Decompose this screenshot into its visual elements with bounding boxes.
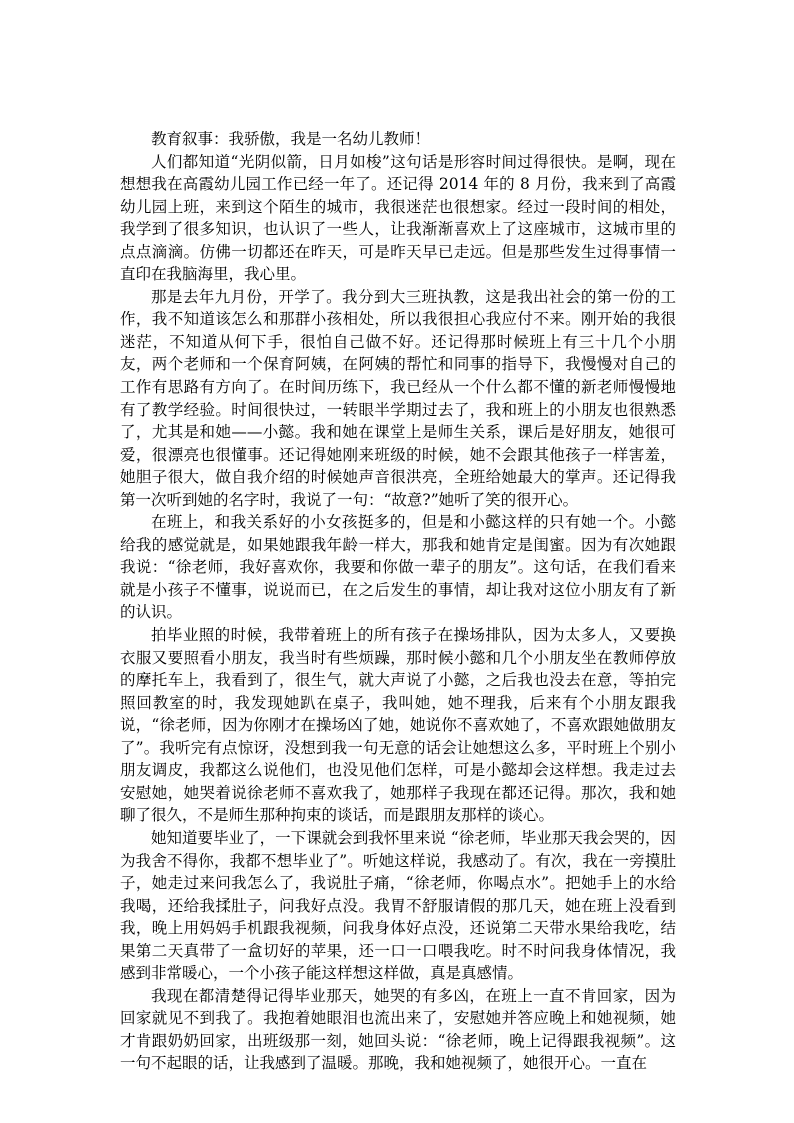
document-body	[120, 128, 676, 1075]
paragraph-1: 人们都知道“光阴似箭，日月如梭”这句话是形容时间过得很快。是啊，现在想想我在高霞幼儿园工作已经一年了。还记得 2014 年的 8 月份，我来到了高霞幼儿园上班，来到这个陌生的城市，我很迷茫也很想家。经过一段时间的相处，我学到了很多知识，也认识了一些人，让我渐渐喜欢上了这座城市，这城市里的点点滴滴。仿佛一切都还在昨天，可是昨天早已走远。但是那些发生过得事情一直印在我脑海里，我心里。	[120, 152, 676, 284]
paragraph-5: 她知道要毕业了，一下课就会到我怀里来说 “徐老师，毕业那天我会哭的，因为我舍不得你，我都不想毕业了”。听她这样说，我感动了。有次，我在一旁摸肚子，她走过来问我怎么了，我说肚子痛，“徐老师，你喝点水”。把她手上的水给我喝，还给我揉肚子，问我好点没。我胃不舒服请假的那几天，她在班上没看到我，晚上用妈妈手机跟我视频，问我身体好点没，还说第二天带水果给我吃，结果第二天真带了一盒切好的苹果，还一口一口喂我吃。时不时问我身体情况，我感到非常暖心，一个小孩子能这样想这样做，真是真感情。	[120, 828, 676, 983]
paragraph-6: 我现在都清楚得记得毕业那天，她哭的有多凶，在班上一直不肯回家，因为回家就见不到我了。我抱着她眼泪也流出来了，安慰她并答应晚上和她视频，她才肯跟奶奶回家，出班级那一刻，她回头说：“徐老师，晚上记得跟我视频”。这一句不起眼的话，让我感到了温暖。那晚，我和她视频了，她很开心。一直在	[120, 986, 676, 1073]
paragraph-4: 拍毕业照的时候，我带着班上的所有孩子在操场排队，因为太多人，又要换衣服又要照看小朋友，我当时有些烦躁，那时候小懿和几个小朋友坐在教师停放的摩托车上，我看到了，很生气，就大声说了小懿，之后我也没去在意，等拍完照回教室的时，我发现她趴在桌子，我叫她，她不理我，后来有个小朋友跟我说，“徐老师，因为你刚才在操场凶了她，她说你不喜欢她了，不喜欢跟她做朋友了”。我听完有点惊讶，没想到我一句无意的话会让她想这么多，平时班上个别小朋友调皮，我都这么说他们，也没见他们怎样，可是小懿却会这样想。我走过去安慰她，她哭着说徐老师不喜欢我了，她那样子我现在都还记得。那次，我和她聊了很久，不是师生那种拘束的谈话，而是跟朋友那样的谈心。	[120, 626, 676, 825]
document-title: 教育叙事：我骄傲，我是一名幼儿教师！	[151, 130, 431, 148]
paragraph-2: 那是去年九月份，开学了。我分到大三班执教，这是我出社会的第一份的工作，我不知道该怎么和那群小孩相处，所以我很担心我应付不来。刚开始的我很迷茫，不知道从何下手，很怕自己做不好。还记得那时候班上有三十几个小朋友，两个老师和一个保育阿姨，在阿姨的帮忙和同事的指导下，我慢慢对自己的工作有思路有方向了。在时间历练下，我已经从一个什么都不懂的新老师慢慢地有了教学经验。时间很快过，一转眼半学期过去了，我和班上的小朋友也很熟悉了，尤其是和她——小懿。我和她在课堂上是师生关系，课后是好朋友，她很可爱，很漂亮也很懂事。还记得她刚来班级的时候，她不会跟其他孩子一样害羞，她胆子很大，做自我介绍的时候她声音很洪亮，全班给她最大的掌声。还记得我第一次听到她的名字时，我说了一句：“故意?”她听了笑的很开心。	[120, 287, 676, 509]
paragraph-3: 在班上，和我关系好的小女孩挺多的，但是和小懿这样的只有她一个。小懿给我的感觉就是，如果她跟我年龄一样大，那我和她肯定是闺蜜。因为有次她跟我说：“徐老师，我好喜欢你，我要和你做一辈子的朋友”。这句话，在我们看来就是小孩子不懂事，说说而已，在之后发生的事情，却让我对这位小朋友有了新的认识。	[120, 513, 676, 622]
